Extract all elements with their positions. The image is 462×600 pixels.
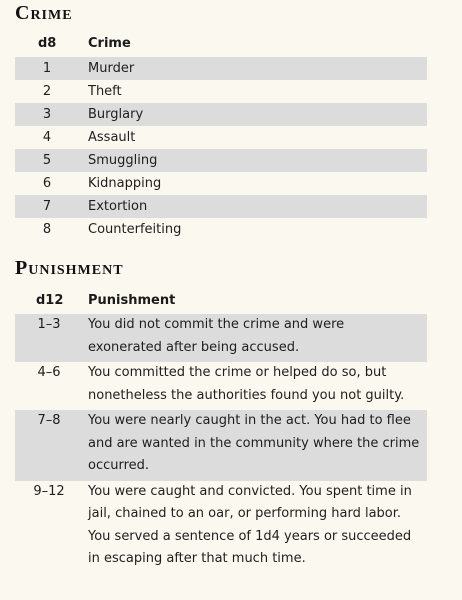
table-row xyxy=(15,314,427,362)
roll-value: 1–3 xyxy=(37,317,61,332)
crime-name: Smuggling xyxy=(88,153,158,168)
table-row xyxy=(15,80,427,103)
table-row xyxy=(15,362,427,410)
punishment-text: You did not commit the crime and were exonerated after being accused. xyxy=(88,317,345,355)
table-row xyxy=(15,57,427,80)
table-row xyxy=(15,126,427,149)
roll-value: 6 xyxy=(42,176,52,191)
roll-value: 1 xyxy=(42,61,52,76)
crime-die-column-header: d8 xyxy=(38,36,57,51)
punishment-table xyxy=(15,314,427,574)
roll-value: 3 xyxy=(42,107,52,122)
crime-heading: Crime xyxy=(15,2,73,24)
table-row xyxy=(15,481,427,574)
punishment-die-column-header: d12 xyxy=(36,293,64,308)
punishment-text: You were caught and convicted. You spent time in jail, chained to an oar, or performing hard labor. You served a sentence of 1d4 years or succeeded in escaping after that much time. xyxy=(88,483,412,566)
table-row xyxy=(15,218,427,241)
roll-value: 4–6 xyxy=(37,365,61,380)
punishment-text: You committed the crime or helped do so, but nonetheless the authorities found you not guilty. xyxy=(88,365,405,403)
roll-value: 7–8 xyxy=(37,413,61,428)
table-row xyxy=(15,410,427,481)
crime-name: Murder xyxy=(88,61,135,76)
crime-name: Theft xyxy=(88,84,122,99)
roll-value: 5 xyxy=(42,153,52,168)
crime-column-header: Crime xyxy=(88,36,131,51)
crime-name: Kidnapping xyxy=(88,176,162,191)
roll-value: 4 xyxy=(42,130,52,145)
punishment-heading: Punishment xyxy=(15,257,124,279)
table-row xyxy=(15,172,427,195)
table-row xyxy=(15,103,427,126)
roll-value: 2 xyxy=(42,84,52,99)
crime-name: Assault xyxy=(88,130,136,145)
roll-value: 8 xyxy=(42,222,52,237)
roll-value: 9–12 xyxy=(33,483,65,499)
punishment-column-header: Punishment xyxy=(88,293,176,308)
roll-value: 7 xyxy=(42,199,52,214)
table-row xyxy=(15,149,427,172)
crime-name: Counterfeiting xyxy=(88,222,182,237)
crime-name: Burglary xyxy=(88,107,144,122)
table-row xyxy=(15,195,427,218)
punishment-text: You were nearly caught in the act. You had to flee and are wanted in the community where the crime occurred. xyxy=(88,413,420,473)
crime-name: Extortion xyxy=(88,199,148,214)
crime-table xyxy=(15,57,427,241)
